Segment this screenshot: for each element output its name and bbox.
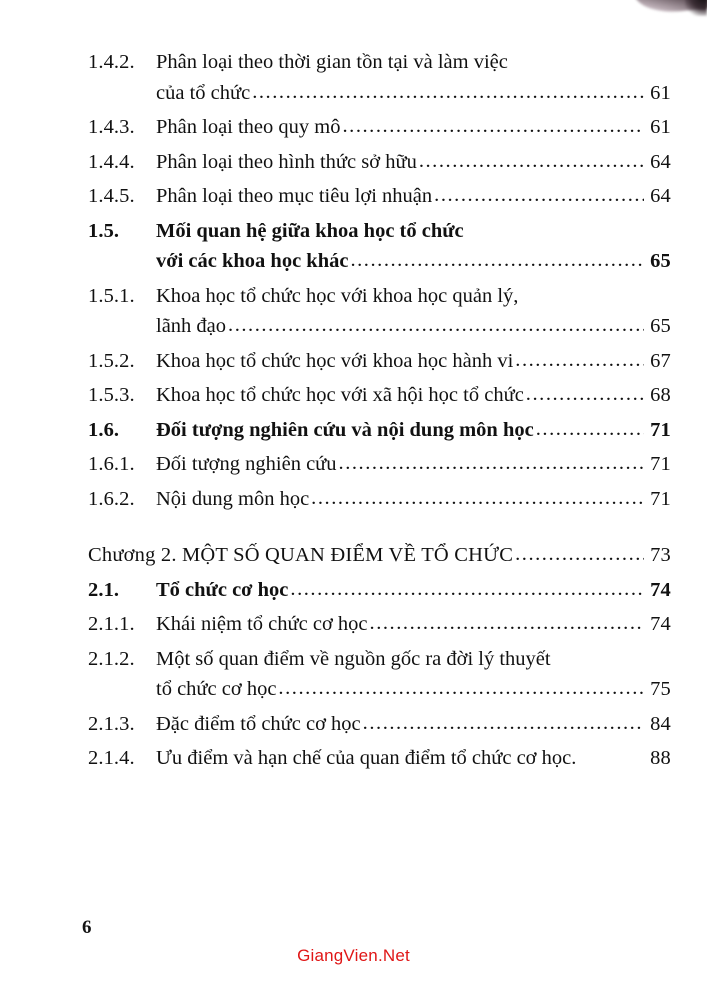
toc-entry-body [156, 186, 707, 207]
toc-entry-body [156, 489, 707, 510]
dot-leader [350, 250, 644, 271]
toc-entry-title: Khoa học tổ chức học với khoa học quản lý, [156, 284, 519, 307]
toc-line [0, 649, 707, 670]
toc-entry-body [156, 649, 707, 670]
toc-entry-body [156, 117, 707, 138]
toc-page-number: 71 [650, 487, 671, 510]
toc-entry-number: 1.6.1. [88, 453, 135, 475]
toc-entry-body [156, 385, 707, 406]
toc-line-continued [0, 251, 707, 272]
toc-entry-body [156, 614, 707, 635]
toc-line [0, 52, 707, 73]
page-number: 6 [82, 917, 92, 938]
toc-entry-title: Đối tượng nghiên cứu và nội dung môn học [156, 418, 534, 441]
dot-leader [252, 82, 644, 103]
toc-entry-body [156, 152, 707, 173]
toc-entry-number: 2.1.1. [88, 613, 135, 635]
toc-entry[interactable] [0, 117, 707, 138]
toc-entry-body [156, 679, 707, 700]
watermark [0, 946, 707, 966]
toc-page-number: 84 [650, 712, 671, 735]
toc-entry-number: 1.5.1. [88, 284, 135, 307]
toc-entry[interactable] [0, 385, 707, 406]
toc-entry-title: Khái niệm tổ chức cơ học [156, 613, 368, 635]
toc-page-number: 65 [650, 250, 671, 272]
toc-page-number: 88 [650, 747, 671, 769]
toc-entry-number: 2.1. [88, 578, 120, 601]
toc-entry-title: với các khoa học khác [156, 250, 349, 272]
toc-page-number: 71 [650, 453, 671, 475]
toc-entry-body [156, 286, 707, 307]
toc-line [0, 351, 707, 372]
dot-leader [339, 453, 645, 474]
dot-leader [515, 350, 644, 371]
toc-entry-number: 1.4.3. [88, 116, 135, 138]
toc-entry-body [156, 221, 707, 242]
dot-leader [278, 678, 644, 699]
dot-leader [419, 151, 644, 172]
toc-page-number: 74 [650, 613, 671, 635]
toc-entry-title: Một số quan điểm về nguồn gốc ra đời lý thuyết [156, 647, 551, 670]
toc-entry-number: 2.1.2. [88, 647, 135, 670]
toc-entry-title: Phân loại theo mục tiêu lợi nhuận [156, 185, 433, 207]
dot-leader [342, 116, 644, 137]
toc-entry-title: Khoa học tổ chức học với khoa học hành vi [156, 349, 514, 372]
toc-entry[interactable] [0, 580, 707, 601]
toc-entry-number: 1.6.2. [88, 487, 135, 510]
toc-entry-title: Đặc điểm tổ chức cơ học [156, 712, 361, 735]
toc-line-continued [0, 316, 707, 337]
toc-entry-body [156, 748, 707, 769]
toc-page-number: 74 [650, 578, 671, 601]
toc-entry-title: tổ chức cơ học [156, 678, 277, 700]
toc-entry-number: 2.1.3. [88, 712, 135, 735]
watermark-text: GiangVien.Net [297, 946, 410, 965]
toc-entry-body [156, 351, 707, 372]
toc-entry-title: Mối quan hệ giữa khoa học tổ chức [156, 219, 464, 242]
toc-entry-body [156, 316, 707, 337]
toc-page-number: 64 [650, 185, 671, 207]
toc-entry-body [156, 52, 707, 73]
dot-leader [434, 185, 644, 206]
toc-entry[interactable] [0, 286, 707, 337]
toc-line [0, 545, 707, 566]
toc-line [0, 221, 707, 242]
toc-line [0, 286, 707, 307]
toc-entry-body [156, 420, 707, 441]
toc-entry[interactable] [0, 649, 707, 700]
toc-entry-body [156, 454, 707, 475]
toc-entry-title: của tổ chức [156, 81, 251, 104]
toc-line [0, 385, 707, 406]
toc-entry-number: 1.5. [88, 219, 120, 242]
toc-entry-body [156, 83, 707, 104]
dot-leader [370, 613, 645, 634]
dot-leader [526, 384, 644, 405]
toc-entry[interactable] [0, 489, 707, 510]
toc-entry-number: 1.4.2. [88, 51, 135, 73]
dot-leader [515, 544, 644, 565]
toc-entry-body [156, 580, 707, 601]
toc-line [0, 420, 707, 441]
toc-entry-title: Chương 2. MỘT SỐ QUAN ĐIỂM VỀ TỔ CHỨC [88, 544, 514, 566]
toc-line [0, 186, 707, 207]
toc-entry[interactable] [0, 714, 707, 735]
toc-entry-title: Ưu điểm và hạn chế của quan điểm tổ chức cơ học. [156, 747, 577, 769]
dot-leader [228, 315, 644, 336]
toc-entry-body [156, 251, 707, 272]
toc-entry-title: Khoa học tổ chức học với xã hội học tổ chức [156, 384, 524, 406]
toc-line [0, 454, 707, 475]
toc-entry-number: 1.5.2. [88, 349, 135, 372]
toc-entry[interactable] [0, 420, 707, 441]
toc-entry-number: 1.4.4. [88, 150, 135, 173]
toc-line-continued [0, 679, 707, 700]
toc-entry-title: Tổ chức cơ học [156, 578, 289, 601]
toc-entry-number: 1.6. [88, 418, 120, 441]
toc-entry-number: 1.4.5. [88, 185, 135, 207]
toc-page-number: 68 [650, 384, 671, 406]
toc-page-number: 64 [650, 150, 671, 173]
toc-entry-title: Nội dung môn học [156, 487, 310, 510]
toc-entry[interactable] [0, 152, 707, 173]
toc-line-continued [0, 83, 707, 104]
toc-entry-number: 1.5.3. [88, 384, 135, 406]
toc-entry[interactable] [0, 454, 707, 475]
toc-entry[interactable] [0, 545, 707, 566]
toc-entry[interactable] [0, 186, 707, 207]
toc-entry[interactable] [0, 221, 707, 272]
dot-leader [536, 419, 644, 440]
toc-entry-title: Phân loại theo thời gian tồn tại và làm việc [156, 51, 508, 73]
toc-line [0, 580, 707, 601]
toc-page-number: 75 [650, 678, 671, 700]
toc-page-number: 71 [650, 418, 671, 441]
toc-entry-title: lãnh đạo [156, 315, 227, 337]
toc-entry[interactable] [0, 748, 707, 769]
toc-entry-number: 2.1.4. [88, 747, 135, 769]
toc-page-number: 65 [650, 315, 671, 337]
toc-line [0, 152, 707, 173]
toc-entry-body [88, 545, 707, 566]
toc-page-number: 61 [650, 81, 671, 104]
toc-line [0, 489, 707, 510]
toc-page-number: 61 [650, 116, 671, 138]
toc-page-number: 67 [650, 349, 671, 372]
toc-entry-title: Phân loại theo hình thức sở hữu [156, 150, 417, 173]
dot-leader [363, 713, 644, 734]
toc-entry-body [156, 714, 707, 735]
toc-line [0, 748, 707, 769]
toc-entry[interactable] [0, 52, 707, 103]
toc-line [0, 117, 707, 138]
toc-line [0, 714, 707, 735]
toc-entry[interactable] [0, 614, 707, 635]
toc-entry-title: Đối tượng nghiên cứu [156, 453, 337, 475]
dot-leader [311, 488, 644, 509]
toc-page-number: 73 [650, 544, 671, 566]
dot-leader [290, 579, 644, 600]
toc-line [0, 614, 707, 635]
toc-entry-title: Phân loại theo quy mô [156, 116, 341, 138]
toc-entry[interactable] [0, 351, 707, 372]
